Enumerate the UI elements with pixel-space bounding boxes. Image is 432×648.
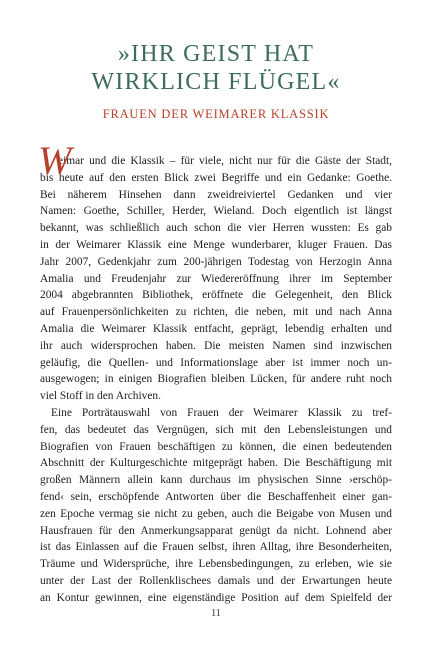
page-number: 11 — [211, 608, 221, 619]
text-line: eimar und die Klassik – für viele, nicht nur für die Gäste der Stadt, — [58, 155, 392, 167]
text-line: Hausfrauen für den Anmerkungsapparat genügt da nicht. Lohnend aber — [40, 524, 392, 537]
text-line: 2004 abgebrannten Bibliothek, eröffnete die Gelegenheit, den Blick — [40, 289, 392, 302]
text-line: auf Frauenpersönlichkeiten zu richten, die neben, mit und nach Anna — [40, 306, 392, 319]
text-line: großen Männern allein kann durchaus im physischen Sinne ›erschöp- — [40, 474, 392, 487]
drop-cap: W — [38, 138, 72, 183]
text-line: geläufig, die Quellen- und Informationslage aber ist immer noch un- — [40, 356, 392, 369]
text-line: Abschnitt der Kulturgeschichte mitgeprägt haben. Die Beschäftigung mit — [40, 457, 392, 470]
text-line: Träume und Widersprüche, ihre Lebensbedingungen, zu erleben, wie sie — [40, 558, 392, 571]
chapter-title-line-1: »IHR GEIST HAT — [117, 41, 315, 67]
text-line: in der Weimarer Klassik eine Menge wunderbarer, kluger Frauen. Das — [40, 238, 392, 251]
text-line: Namen: Goethe, Schiller, Herder, Wieland. Doch eigentlich ist längst — [40, 205, 392, 218]
text-line: ist das Einlassen auf die Frauen selbst, ihren Alltag, ihre Besonderheiten, — [40, 541, 392, 554]
text-line: Bei näherem Hinsehen dann zweidreiviertel Gedanken und vier — [40, 188, 392, 201]
text-line: viel Stoff in den Archiven. — [40, 390, 161, 403]
text-line: Eine Porträtauswahl von Frauen der Weimarer Klassik zu tref- — [51, 406, 392, 419]
text-line: an Kontur gewinnen, eine eigenständige Position auf dem Spielfeld der — [40, 591, 392, 604]
text-line: fen, das bedeutet das Vergnügen, sich mit den Lebensleistungen und — [40, 423, 392, 436]
text-line: bekannt, was schließlich auch schon die vier Herren wussten: Es gab — [40, 222, 392, 235]
text-line: ausgewogen; in einigen Biografien bleiben Lücken, für andere ruht noch — [40, 373, 392, 386]
text-line: ihr auch widersprochen haben. Die meisten Namen sind inzwischen — [40, 339, 392, 352]
text-line: zen Epoche vermag sie nicht zu geben, auch die Beigabe von Musen und — [40, 507, 392, 520]
chapter-subtitle: FRAUEN DER WEIMARER KLASSIK — [102, 107, 330, 121]
text-line: bis heute auf den ersten Blick zwei Begriffe und ein Gedanke: Goethe. — [40, 171, 392, 184]
text-line: Biografien von Frauen beschäftigen zu können, die einen bedeutenden — [40, 440, 392, 453]
body-text — [38, 138, 392, 607]
text-line: fend‹ sein, erschöpfende Antworten über die Beschaffenheit einer gan- — [40, 490, 392, 503]
text-line: Amalia und Freudenjahr zur Wiedereröffnung ihrer im September — [40, 272, 392, 285]
text-line: Amalia die Weimarer Klassik entfacht, geprägt, lebendig erhalten und — [40, 322, 392, 335]
text-line: unter der Last der Rollenklischees damals und der Erwartungen heute — [40, 574, 392, 587]
text-line: Jahr 2007, Gedenkjahr zum 200-jährigen Todestag von Herzogin Anna — [40, 255, 392, 268]
chapter-title-line-2: WIRKLICH FLÜGEL« — [91, 69, 341, 95]
